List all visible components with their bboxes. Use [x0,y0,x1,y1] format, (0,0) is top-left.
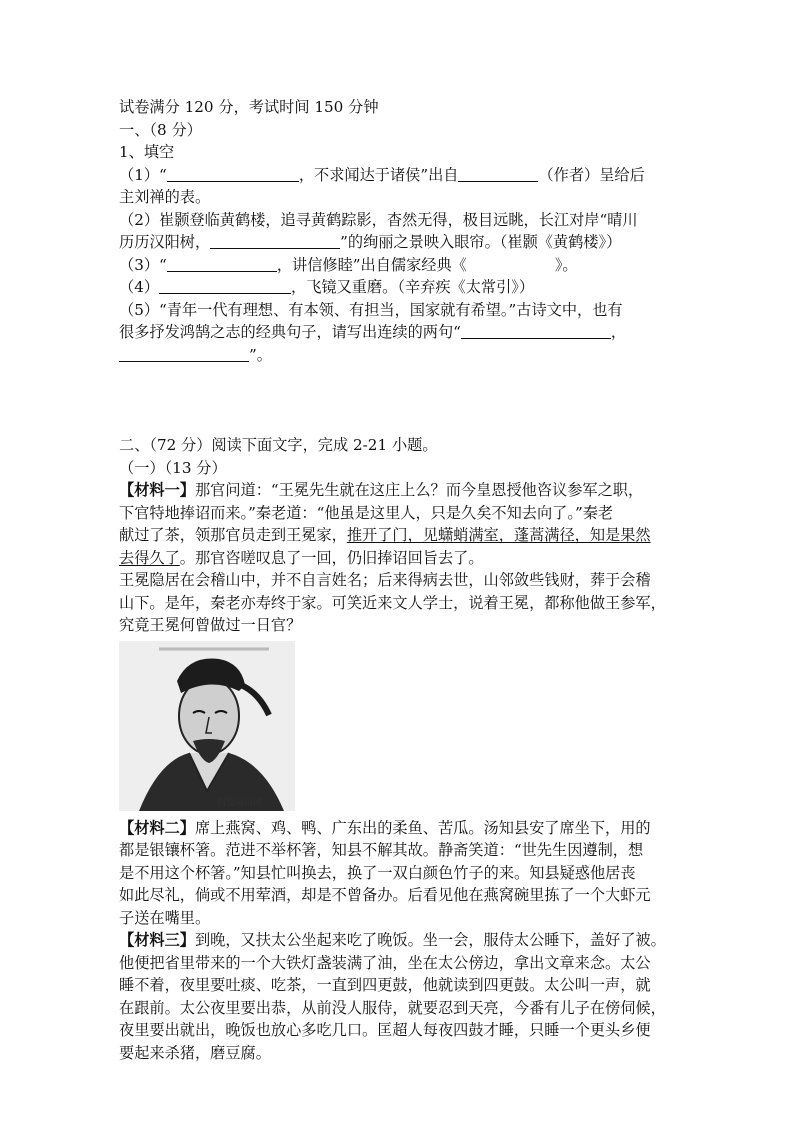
material1-line: 下官特地捧诏而来。”秦老道：“他虽是这里人，只是久矣不知去向了。”秦老 [119,503,614,522]
image-watermark: 四望司川河 [217,797,263,808]
q1-item1: （1）“ ，不求闻达于诸侯”出自 （作者）呈给后 [119,165,645,184]
material1-line: 山下。是年，秦老亦寿终于家。可笑近来文人学士，说着王冕，都称他做王参军， [119,593,666,612]
material3-line: 夜里要出就出，晚饭也放心多吃几口。匡超人每夜四鼓才睡，只睡一个更头乡便 [119,1021,651,1039]
answer-blank[interactable] [167,257,277,272]
material1-line: 究竟王冕何曾做过一日官？ [119,616,302,634]
material1-line: 【材料一】那官问道：“王冕先生就在这庄上么？而今皇恩授他咨议参军之职， [119,481,644,499]
q1-item3: （3）“ ，讲信修睦”出自儒家经典《 》。 [119,255,578,274]
underlined-sentence: 推开了门，见蟏蛸满室，蓬蒿满径，知是果然 [346,526,651,544]
material2-line: 是不用这个杯箸。”知县忙叫换去，换了一双白颜色竹子的来。知县疑惑他居丧 [119,863,636,882]
material2-line: 【材料二】席上燕窝、鸡、鸭、广东出的柔鱼、苦瓜。汤知县安了席坐下，用的 [119,818,651,837]
q1-item4: （4） ，飞镜又重磨。（辛弃疾《太常引》） [119,278,535,296]
answer-blank[interactable] [461,324,611,339]
material3-line: 他便把省里带来的一个大铁灯盏装满了油，坐在太公傍边，拿出文章来念。太公 [119,953,651,972]
answer-blank[interactable] [458,167,538,182]
material3-line: 【材料三】到晚，又扶太公坐起来吃了晚饭。坐一会，服侍太公睡下，盖好了被。 [119,931,666,949]
underlined-sentence: 去得久了 [119,548,180,567]
answer-blank[interactable] [210,234,340,249]
portrait-drawing [119,641,295,811]
q1-item5-cont2: ”。 [119,344,679,367]
answer-blank[interactable] [159,279,291,294]
q1-item2: （2）崔颢登临黄鹤楼，追寻黄鹤踪影，杳然无得，极目远眺，长江对岸“晴川 [119,210,638,229]
material3-label: 【材料三】 [119,931,195,949]
material2-line: 如此尽礼，倘或不用荤酒，却是不曾备办。后看见他在燕窝碗里拣了一个大虾元 [119,886,651,904]
q1-item1-cont: 主刘禅的表。 [119,188,211,206]
section1-title: 一、（8 分） [119,120,202,139]
answer-blank[interactable] [119,347,249,362]
q1-title: 1、填空 [119,143,175,161]
material1-line: 王冕隐居在会稽山中，并不自言姓名；后来得病去世，山邻敛些钱财，葬于会稽 [119,571,651,589]
material3-line: 在跟前。太公夜里要出恭，从前没人服侍，就要忍到天亮，今番有儿子在傍伺候， [119,998,666,1017]
answer-blank[interactable] [167,167,299,182]
q1-item5-cont: 很多抒发鸿鹄之志的经典句子，请写出连续的两句“ ， [119,323,627,341]
material2-line: 都是银镶杯箸。范进不举杯箸，知县不解其故。静斋笑道：“世先生因遵制，想 [119,841,644,859]
wang-mian-portrait [119,641,295,811]
material3-line: 睡不着，夜里要吐痰、吃茶，一直到四更鼓，他就读到四更鼓。太公叫一声，就 [119,976,651,994]
section2-sub1: （一）（13 分） [119,458,227,477]
material1-line: 去得久了。那官咨嗟叹息了一回，仍旧捧诏回旨去了。 [119,548,484,567]
material2-line: 子送在嘴里。 [119,908,211,927]
q1-item5: （5）“青年一代有理想、有本领、有担当，国家就有希望。”古诗文中，也有 [119,300,623,319]
material2-label: 【材料二】 [119,818,195,837]
exam-page [119,96,679,1064]
exam-info: 试卷满分 120 分，考试时间 150 分钟 [119,98,379,116]
material1-line: 献过了茶，领那官员走到王冕家，推开了门，见蟏蛸满室，蓬蒿满径，知是果然 [119,526,651,544]
section2-title: 二、（72 分）阅读下面文字，完成 2-21 小题。 [119,436,438,454]
material3-line: 要起来杀猪，磨豆腐。 [119,1043,271,1062]
material1-label: 【材料一】 [119,481,195,499]
q1-item2-cont: 历历汉阳树， ”的绚丽之景映入眼帘。（崔颢《黄鹤楼》） [119,233,622,251]
